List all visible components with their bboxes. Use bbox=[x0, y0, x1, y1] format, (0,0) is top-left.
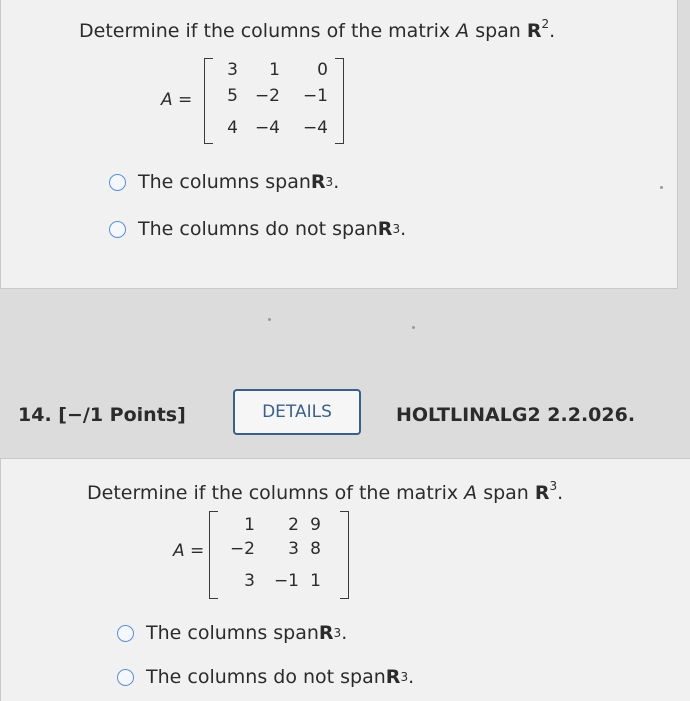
option-label: The columns span bbox=[146, 622, 319, 644]
matrix-cell: −4 bbox=[302, 118, 328, 138]
option-label: The columns do not span bbox=[146, 666, 386, 688]
matrix-cell: 2 bbox=[288, 515, 299, 535]
matrix-label bbox=[161, 90, 192, 110]
option-exponent: 3 bbox=[333, 626, 342, 640]
prompt-space: R bbox=[526, 20, 542, 42]
radio-button[interactable] bbox=[109, 174, 126, 191]
matrix-cell: 5 bbox=[227, 86, 238, 106]
question-header bbox=[0, 392, 690, 440]
option-columns-do-not-span[interactable] bbox=[109, 218, 406, 240]
prompt-text: span bbox=[469, 20, 527, 42]
matrix-cell: 3 bbox=[227, 60, 238, 80]
matrix-cell: 8 bbox=[310, 539, 321, 559]
matrix bbox=[204, 58, 344, 144]
radio-button[interactable] bbox=[117, 625, 134, 642]
matrix-name: A bbox=[161, 90, 173, 110]
matrix-cell: 3 bbox=[288, 539, 299, 559]
equals-sign: = bbox=[178, 90, 193, 110]
matrix-label bbox=[173, 541, 204, 561]
option-space: R bbox=[310, 171, 326, 193]
option-label: The columns do not span bbox=[138, 218, 378, 240]
option-space: R bbox=[377, 218, 393, 240]
option-label: . bbox=[341, 622, 348, 644]
option-space: R bbox=[385, 666, 401, 688]
matrix-cell: −2 bbox=[254, 86, 280, 106]
equals-sign: = bbox=[190, 541, 205, 561]
option-space: R bbox=[318, 622, 334, 644]
option-exponent: 3 bbox=[392, 222, 401, 236]
matrix-cell: −1 bbox=[302, 86, 328, 106]
matrix-name: A bbox=[173, 541, 185, 561]
prompt-text: Determine if the columns of the matrix bbox=[87, 482, 465, 504]
question-prompt bbox=[87, 479, 563, 504]
question-card-14 bbox=[0, 458, 690, 701]
left-bracket bbox=[209, 511, 218, 599]
prompt-exponent: 2 bbox=[541, 17, 550, 31]
matrix-cell: −4 bbox=[254, 118, 280, 138]
question-code: HOLTLINALG2 2.2.026. bbox=[396, 404, 636, 426]
prompt-text: . bbox=[557, 482, 564, 504]
details-button[interactable]: DETAILS bbox=[233, 389, 361, 435]
question-prompt bbox=[79, 17, 555, 42]
radio-button[interactable] bbox=[109, 221, 126, 238]
prompt-text: Determine if the columns of the matrix bbox=[79, 20, 457, 42]
question-points: [−/1 Points] bbox=[58, 404, 186, 426]
option-label: . bbox=[333, 171, 340, 193]
option-label: The columns span bbox=[138, 171, 311, 193]
radio-button[interactable] bbox=[117, 669, 134, 686]
matrix-cell: 1 bbox=[269, 60, 280, 80]
screen-speck bbox=[268, 318, 271, 321]
matrix-cell: 3 bbox=[244, 571, 255, 591]
matrix-cell: −1 bbox=[273, 571, 299, 591]
question-number-points bbox=[18, 404, 186, 426]
prompt-text: span bbox=[477, 482, 535, 504]
option-columns-span[interactable] bbox=[109, 171, 339, 193]
option-label: . bbox=[400, 218, 407, 240]
matrix-cell: 4 bbox=[227, 118, 238, 138]
prompt-variable: A bbox=[464, 482, 478, 504]
prompt-exponent: 3 bbox=[549, 479, 558, 493]
prompt-space: R bbox=[534, 482, 550, 504]
question-number: 14. bbox=[18, 404, 52, 426]
matrix-cell: 1 bbox=[310, 571, 321, 591]
option-exponent: 3 bbox=[325, 175, 334, 189]
matrix bbox=[209, 511, 349, 599]
matrix-cell: −2 bbox=[229, 539, 255, 559]
prompt-variable: A bbox=[456, 20, 470, 42]
question-card-1 bbox=[0, 0, 678, 289]
matrix-cell: 0 bbox=[317, 60, 328, 80]
option-columns-do-not-span[interactable] bbox=[117, 666, 414, 688]
matrix-cell: 1 bbox=[244, 515, 255, 535]
screen-speck bbox=[412, 326, 415, 329]
screen-speck bbox=[660, 186, 663, 189]
right-bracket bbox=[340, 511, 349, 599]
option-exponent: 3 bbox=[400, 670, 409, 684]
right-bracket bbox=[335, 58, 344, 144]
option-label: . bbox=[408, 666, 415, 688]
option-columns-span[interactable] bbox=[117, 622, 347, 644]
prompt-text: . bbox=[549, 20, 556, 42]
matrix-cell: 9 bbox=[310, 515, 321, 535]
